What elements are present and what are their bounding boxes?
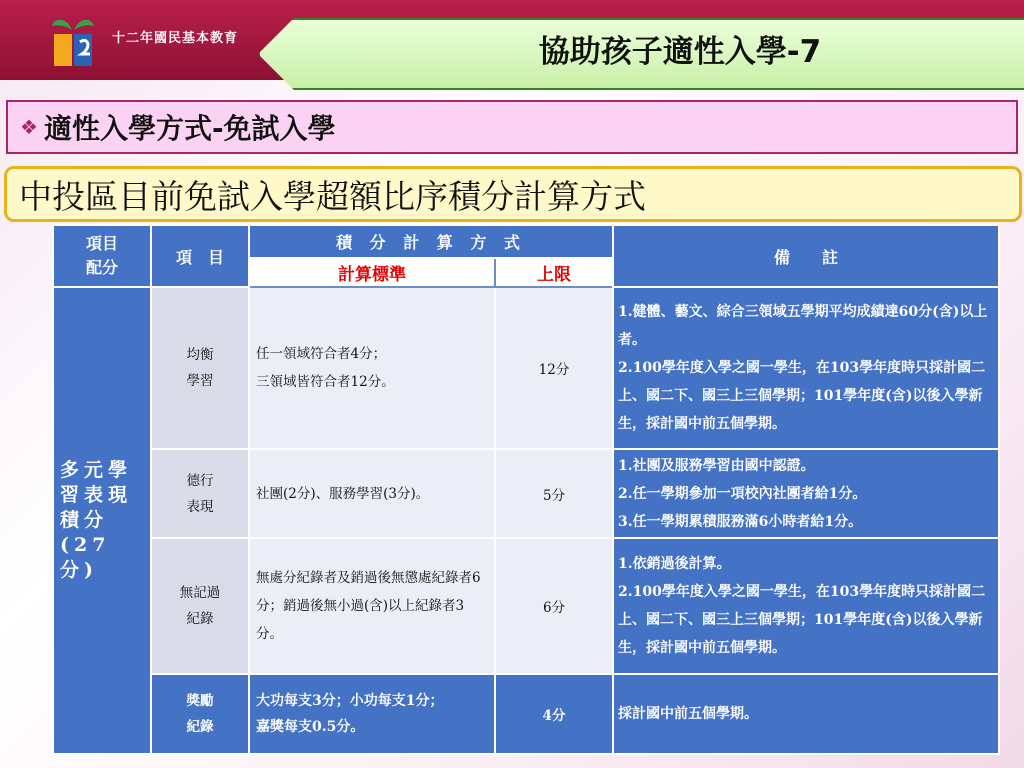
header-cell-notes: 備 註: [613, 225, 999, 287]
item-cell: 德行 表現: [151, 449, 249, 538]
standard-cell: 大功每支3分；小功每支1分； 嘉獎每支0.5分。: [249, 674, 495, 754]
item-cell: 獎勵 紀錄: [151, 674, 249, 754]
item-cell: 無記過 紀錄: [151, 538, 249, 674]
education-logo-icon: [44, 12, 104, 70]
page-title: 協助孩子適性入學-7: [538, 34, 822, 70]
header-cell-limit: 上限: [495, 258, 613, 287]
diamond-bullet-icon: ❖: [20, 115, 38, 139]
table-row: [53, 674, 999, 754]
subheading-text: 適性入學方式-免試入學: [43, 112, 336, 145]
limit-cell: 4分: [495, 674, 613, 754]
header-cell-calculation: 積 分 計 算 方 式: [249, 225, 613, 258]
header-cell-category: 項目 配分: [53, 225, 151, 287]
group-label-cell: 多元學 習表現 積分 (27分): [53, 287, 151, 754]
header-cell-standard: 計算標準: [249, 258, 495, 287]
note-cell: 1.依銷過後計算。 2.100學年度入學之國一學生，在103學年度時只採計國二上、國二下、國三上三個學期；101學年度(含)以後入學新生，採計國中前五個學期。: [613, 538, 999, 674]
section-title: 中投區目前免試入學超額比序積分計算方式: [19, 176, 646, 216]
limit-cell: 5分: [495, 449, 613, 538]
standard-cell: 社團(2分)、服務學習(3分)。: [249, 449, 495, 538]
org-name: 十二年國民基本教育: [112, 31, 239, 46]
note-cell: 採計國中前五個學期。: [613, 674, 999, 754]
points-table: [52, 224, 1000, 755]
note-cell: 1.健體、藝文、綜合三領域五學期平均成績達60分(含)以上者。 2.100學年度入學之國一學生，在103學年度時只採計國二上、國二下、國三上三個學期；101學年度(含)以後入學新生，採計國中前五個學期。: [613, 287, 999, 449]
item-cell: 均衡 學習: [151, 287, 249, 449]
limit-cell: 12分: [495, 287, 613, 449]
table-row: [53, 538, 999, 674]
limit-cell: 6分: [495, 538, 613, 674]
header-cell-item: 項 目: [151, 225, 249, 287]
note-cell: 1.社團及服務學習由國中認證。 2.任一學期參加一項校內社團者給1分。 3.任一學期累積服務滿6小時者給1分。: [613, 449, 999, 538]
section-title-box: [4, 166, 1022, 222]
standard-cell: 任一領域符合者4分； 三領域皆符合者12分。: [249, 287, 495, 449]
table-row: [53, 449, 999, 538]
subheading-bar: [6, 100, 1018, 154]
standard-cell: 無處分紀錄者及銷過後無懲處紀錄者6分；銷過後無小過(含)以上紀錄者3分。: [249, 538, 495, 674]
table-row: [53, 287, 999, 449]
